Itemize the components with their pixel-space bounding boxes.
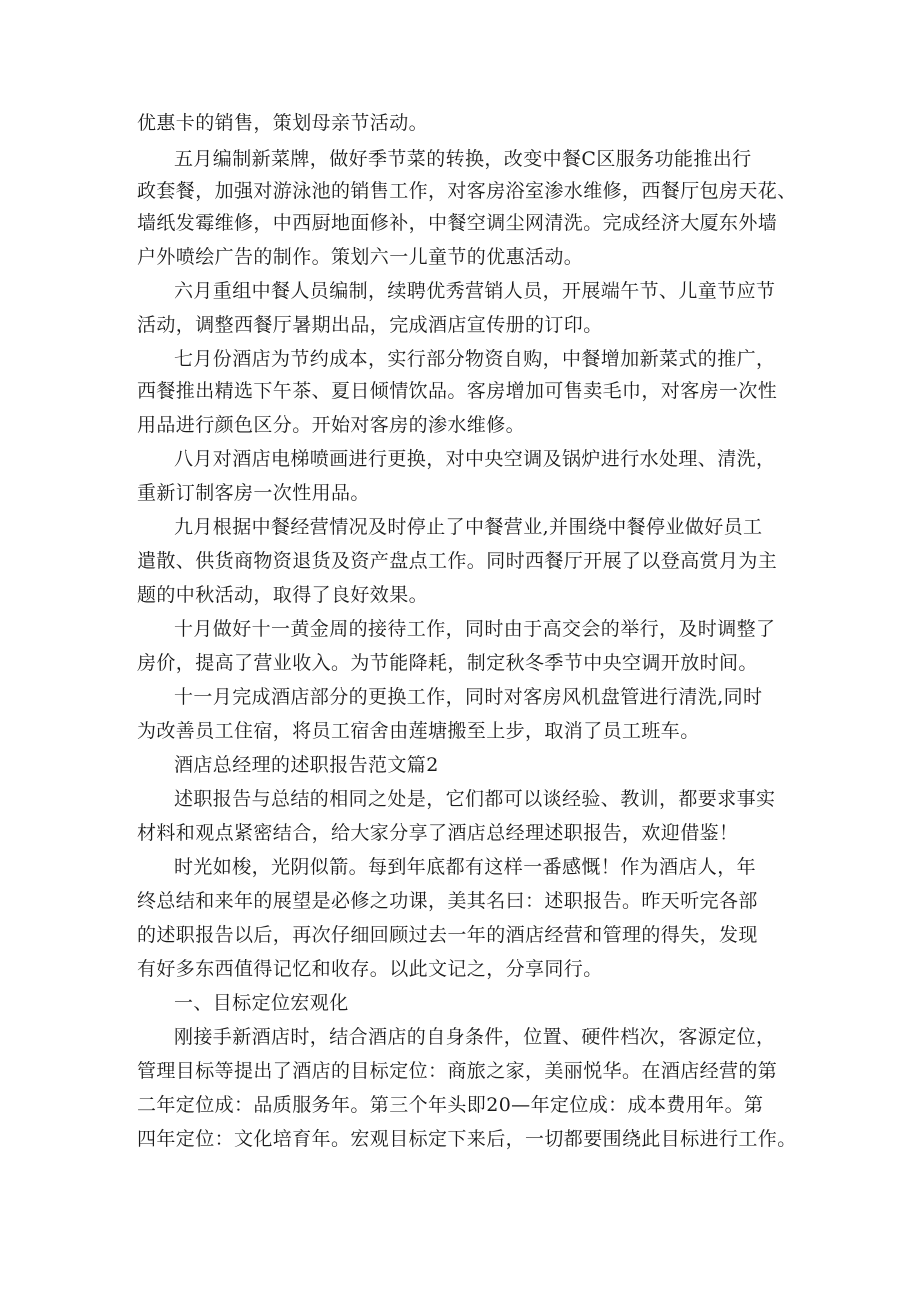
text-line: 用品进行颜色区分。开始对客房的渗水维修。 <box>137 414 526 436</box>
text-line: 九月根据中餐经营情况及时停止了中餐营业,并围绕中餐停业做好员工 <box>174 516 763 538</box>
text-line: 五月编制新菜牌，做好季节菜的转换，改变中餐C区服务功能推出行 <box>174 148 752 170</box>
text-line: 政套餐，加强对游泳池的销售工作，对客房浴室渗水维修，西餐厅包房天花、 <box>137 180 797 202</box>
text-line: 遣散、供货商物资退货及资产盘点工作。同时西餐厅开展了以登高赏月为主 <box>137 550 778 572</box>
text-line: 管理目标等提出了酒店的目标定位：商旅之家，美丽悦华。在酒店经营的第 <box>137 1060 778 1082</box>
text-line: 二年定位成：品质服务年。第三个年头即20—年定位成：成本费用年。第 <box>137 1094 764 1116</box>
text-line: 活动，调整西餐厅暑期出品，完成酒店宣传册的订印。 <box>137 314 603 336</box>
text-line: 十月做好十一黄金周的接待工作，同时由于高交会的举行，及时调整了 <box>174 618 776 640</box>
text-line: 终总结和来年的展望是必修之功课，美其名曰：述职报告。昨天听完各部 <box>137 890 758 912</box>
text-line: 四年定位：文化培育年。宏观目标定下来后，一切都要围绕此目标进行工作。 <box>137 1128 797 1150</box>
text-line: 房价，提高了营业收入。为节能降耗，制定秋冬季节中央空调开放时间。 <box>137 652 758 674</box>
text-line: 户外喷绘广告的制作。策划六一儿童节的优惠活动。 <box>137 246 584 268</box>
text-line: 西餐推出精选下午茶、夏日倾情饮品。客房增加可售卖毛巾，对客房一次性 <box>137 380 778 402</box>
text-line: 重新订制客房一次性用品。 <box>137 482 370 504</box>
text-line: 刚接手新酒店时，结合酒店的自身条件，位置、硬件档次，客源定位， <box>174 1026 776 1048</box>
section-heading: 酒店总经理的述职报告范文篇2 <box>174 754 439 776</box>
text-line: 时光如梭，光阴似箭。每到年底都有这样一番感慨！作为酒店人，年 <box>174 856 757 878</box>
text-line: 墙纸发霉维修，中西厨地面修补，中餐空调尘网清洗。完成经济大厦东外墙 <box>137 212 778 234</box>
text-line: 题的中秋活动，取得了良好效果。 <box>137 584 429 606</box>
text-line: 为改善员工住宿，将员工宿舍由莲塘搬至上步，取消了员工班车。 <box>137 720 700 742</box>
text-line: 八月对酒店电梯喷画进行更换，对中央空调及锅炉进行水处理、清洗， <box>174 448 776 470</box>
section-heading: 一、目标定位宏观化 <box>174 992 349 1014</box>
text-line: 有好多东西值得记忆和收存。以此文记之，分享同行。 <box>137 958 603 980</box>
text-line: 述职报告与总结的相同之处是，它们都可以谈经验、教训，都要求事实 <box>174 788 776 810</box>
text-line: 十一月完成酒店部分的更换工作，同时对客房风机盘管进行清洗,同时 <box>174 686 763 708</box>
text-line: 材料和观点紧密结合，给大家分享了酒店总经理述职报告，欢迎借鉴！ <box>137 822 739 844</box>
text-line: 的述职报告以后，再次仔细回顾过去一年的酒店经营和管理的得失，发现 <box>137 924 758 946</box>
text-line: 优惠卡的销售，策划母亲节活动。 <box>137 112 429 134</box>
text-line: 七月份酒店为节约成本，实行部分物资自购，中餐增加新菜式的推广， <box>174 348 776 370</box>
text-line: 六月重组中餐人员编制，续聘优秀营销人员，开展端午节、儿童节应节 <box>174 280 776 302</box>
